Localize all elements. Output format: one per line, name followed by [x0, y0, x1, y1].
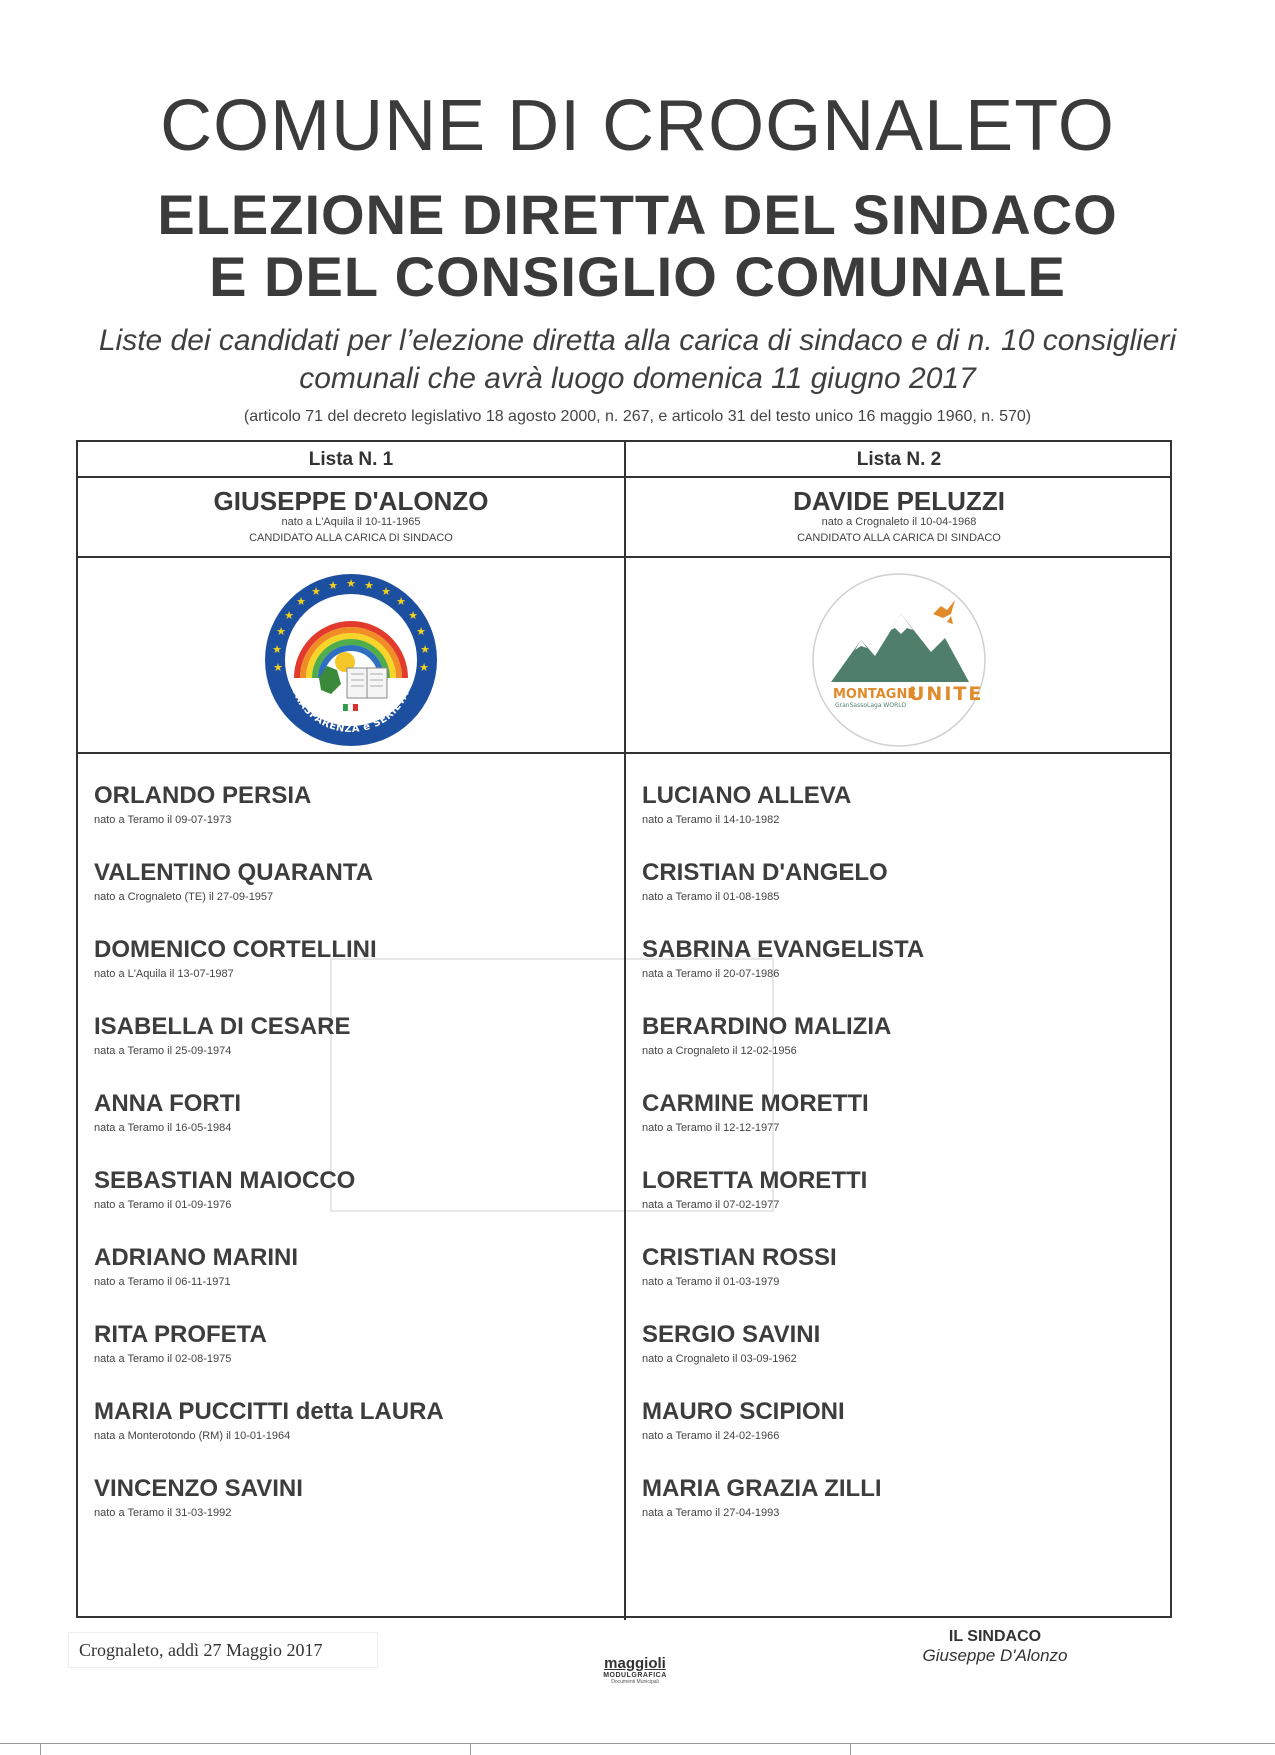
- election-title: [0, 184, 1275, 308]
- signature-block: [860, 1628, 1130, 1666]
- list-1-logo: [261, 570, 441, 750]
- candidate-birth: nato a L'Aquila il 13-07-1987: [94, 968, 234, 980]
- candidate-entry: [94, 1090, 614, 1176]
- rainbow-stars-emblem-icon: [261, 570, 441, 750]
- mayor-candidate-role: CANDIDATO ALLA CARICA DI SINDACO: [797, 532, 1001, 544]
- svg-text:★: ★: [416, 625, 426, 638]
- mayor-candidate-name: GIUSEPPE D'ALONZO: [213, 486, 489, 516]
- candidate-birth: nato a Crognaleto il 03-09-1962: [642, 1353, 797, 1365]
- lists-table: [76, 440, 1172, 1618]
- printer-brand: maggioli: [604, 1655, 666, 1672]
- svg-text:★: ★: [396, 595, 406, 608]
- mayor-candidate-birth: nato a L'Aquila il 10-11-1965: [281, 516, 421, 528]
- logo-2-main-text: UNITE: [909, 683, 984, 705]
- scan-edge: [0, 1743, 1275, 1744]
- list-column-2: [626, 442, 1172, 1618]
- candidate-entry: [642, 1475, 1162, 1561]
- candidate-entry: [642, 936, 1162, 1022]
- svg-text:★: ★: [420, 643, 430, 656]
- candidate-name: BERARDINO MALIZIA: [642, 1013, 892, 1040]
- candidate-entry: [94, 1321, 614, 1407]
- svg-text:★: ★: [273, 661, 283, 674]
- candidate-entry: [94, 1167, 614, 1253]
- candidate-birth: nato a Teramo il 06-11-1971: [94, 1276, 231, 1288]
- list-column-1: [78, 442, 624, 1618]
- svg-text:★: ★: [328, 579, 338, 592]
- candidate-name: LORETTA MORETTI: [642, 1167, 868, 1194]
- candidate-name: SABRINA EVANGELISTA: [642, 936, 925, 963]
- list-label: Lista N. 1: [308, 449, 394, 470]
- candidate-name: ORLANDO PERSIA: [94, 782, 312, 809]
- candidate-name: LUCIANO ALLEVA: [642, 782, 852, 809]
- svg-text:★: ★: [381, 585, 391, 598]
- candidate-birth: nata a Teramo il 25-09-1974: [94, 1045, 232, 1057]
- candidate-birth: nata a Teramo il 27-04-1993: [642, 1507, 780, 1519]
- scan-edge-tick: [470, 1743, 471, 1755]
- candidate-name: MARIA GRAZIA ZILLI: [642, 1475, 882, 1502]
- scan-edge-tick: [40, 1743, 41, 1755]
- candidate-entry: [642, 1167, 1162, 1253]
- candidate-birth: nato a Crognaleto (TE) il 27-09-1957: [94, 891, 274, 903]
- candidate-name: MAURO SCIPIONI: [642, 1398, 845, 1425]
- candidate-entry: [94, 1013, 614, 1099]
- election-title-line2: E DEL CONSIGLIO COMUNALE: [209, 245, 1066, 308]
- candidate-birth: nato a Teramo il 01-03-1979: [642, 1276, 780, 1288]
- scan-edge-tick: [850, 1743, 851, 1755]
- candidate-entry: [94, 936, 614, 1022]
- svg-text:★: ★: [276, 625, 286, 638]
- svg-text:★: ★: [296, 595, 306, 608]
- candidate-name: VINCENZO SAVINI: [94, 1475, 303, 1502]
- signature-title: IL SINDACO: [948, 1628, 1042, 1645]
- subtitle-line2: comunali che avrà luogo domenica 11 giugno 2017: [299, 362, 976, 395]
- place-date: Crognaleto, addì 27 Maggio 2017: [68, 1632, 378, 1668]
- svg-text:★: ★: [408, 609, 418, 622]
- candidate-name: CRISTIAN D'ANGELO: [642, 859, 888, 886]
- mayor-candidate-birth: nato a Crognaleto il 10-04-1968: [821, 516, 977, 528]
- candidate-birth: nato a Teramo il 12-12-1977: [642, 1122, 780, 1134]
- candidate-name: SEBASTIAN MAIOCCO: [94, 1167, 356, 1194]
- candidate-birth: nato a Teramo il 14-10-1982: [642, 814, 780, 826]
- candidate-entry: [94, 1398, 614, 1484]
- candidate-name: DOMENICO CORTELLINI: [94, 936, 377, 963]
- candidate-entry: [94, 1475, 614, 1561]
- candidate-name: SERGIO SAVINI: [642, 1321, 821, 1348]
- candidate-name: ADRIANO MARINI: [94, 1244, 298, 1271]
- candidate-birth: nato a Teramo il 31-03-1992: [94, 1507, 232, 1519]
- candidate-birth: nato a Crognaleto il 12-02-1956: [642, 1045, 797, 1057]
- candidate-entry: [94, 1244, 614, 1330]
- signature-name: Giuseppe D'Alonzo: [922, 1646, 1068, 1665]
- subtitle-line1: Liste dei candidati per l’elezione diretta alla carica di sindaco e di n. 10 consiglieri: [98, 324, 1177, 357]
- candidate-entry: [642, 782, 1162, 868]
- candidate-name: MARIA PUCCITTI detta LAURA: [94, 1398, 444, 1425]
- candidate-birth: nata a Teramo il 02-08-1975: [94, 1353, 232, 1365]
- candidate-entry: [642, 1321, 1162, 1407]
- candidate-birth: nato a Teramo il 01-08-1985: [642, 891, 780, 903]
- candidate-birth: nata a Teramo il 07-02-1977: [642, 1199, 780, 1211]
- candidate-birth: nata a Teramo il 16-05-1984: [94, 1122, 232, 1134]
- candidate-entry: [94, 859, 614, 945]
- candidate-entry: [642, 1090, 1162, 1176]
- legal-reference: (articolo 71 del decreto legislativo 18 agosto 2000, n. 267, e articolo 31 del testo unico 16 maggio 1960, n. 570): [243, 408, 1032, 425]
- candidate-name: ISABELLA DI CESARE: [94, 1013, 351, 1040]
- candidate-entry: [642, 1013, 1162, 1099]
- candidate-entry: [94, 782, 614, 868]
- candidate-name: CRISTIAN ROSSI: [642, 1244, 837, 1271]
- candidate-entry: [642, 1398, 1162, 1484]
- candidate-entry: [642, 1244, 1162, 1330]
- page-title: COMUNE DI CROGNALETO: [160, 86, 1115, 166]
- svg-text:★: ★: [364, 579, 374, 592]
- svg-text:★: ★: [346, 577, 356, 590]
- logo-1-text: TRASPARENZA e SERIETA': [289, 686, 413, 736]
- candidate-birth: nato a Teramo il 09-07-1973: [94, 814, 232, 826]
- list-2-logo: [809, 570, 989, 750]
- mayor-candidate-role: CANDIDATO ALLA CARICA DI SINDACO: [249, 532, 453, 544]
- logo-2-small-text: GranSassoLaga WORLD: [835, 702, 907, 709]
- candidate-birth: nata a Monterotondo (RM) il 10-01-1964: [94, 1430, 291, 1442]
- subtitle: [40, 322, 1235, 398]
- printer-tagline: Documenti Municipali: [611, 1679, 659, 1685]
- candidate-name: RITA PROFETA: [94, 1321, 267, 1348]
- mayor-candidate-name: DAVIDE PELUZZI: [793, 486, 1005, 516]
- candidate-birth: nato a Teramo il 01-09-1976: [94, 1199, 232, 1211]
- svg-text:★: ★: [272, 643, 282, 656]
- candidate-name: ANNA FORTI: [94, 1090, 242, 1117]
- candidate-birth: nata a Teramo il 20-07-1986: [642, 968, 780, 980]
- svg-text:★: ★: [311, 585, 321, 598]
- logo-2-top-text: MONTAGNE: [833, 687, 917, 702]
- candidate-name: VALENTINO QUARANTA: [94, 859, 374, 886]
- candidate-entry: [642, 859, 1162, 945]
- svg-text:★: ★: [284, 609, 294, 622]
- candidate-birth: nato a Teramo il 24-02-1966: [642, 1430, 780, 1442]
- printer-logo: [580, 1655, 690, 1685]
- list-label: Lista N. 2: [856, 449, 942, 470]
- svg-text:★: ★: [419, 661, 429, 674]
- printer-subbrand: MODULGRAFICA: [603, 1672, 667, 1679]
- candidate-name: CARMINE MORETTI: [642, 1090, 869, 1117]
- election-title-line1: ELEZIONE DIRETTA DEL SINDACO: [157, 183, 1118, 246]
- mountain-eagle-emblem-icon: [809, 570, 989, 750]
